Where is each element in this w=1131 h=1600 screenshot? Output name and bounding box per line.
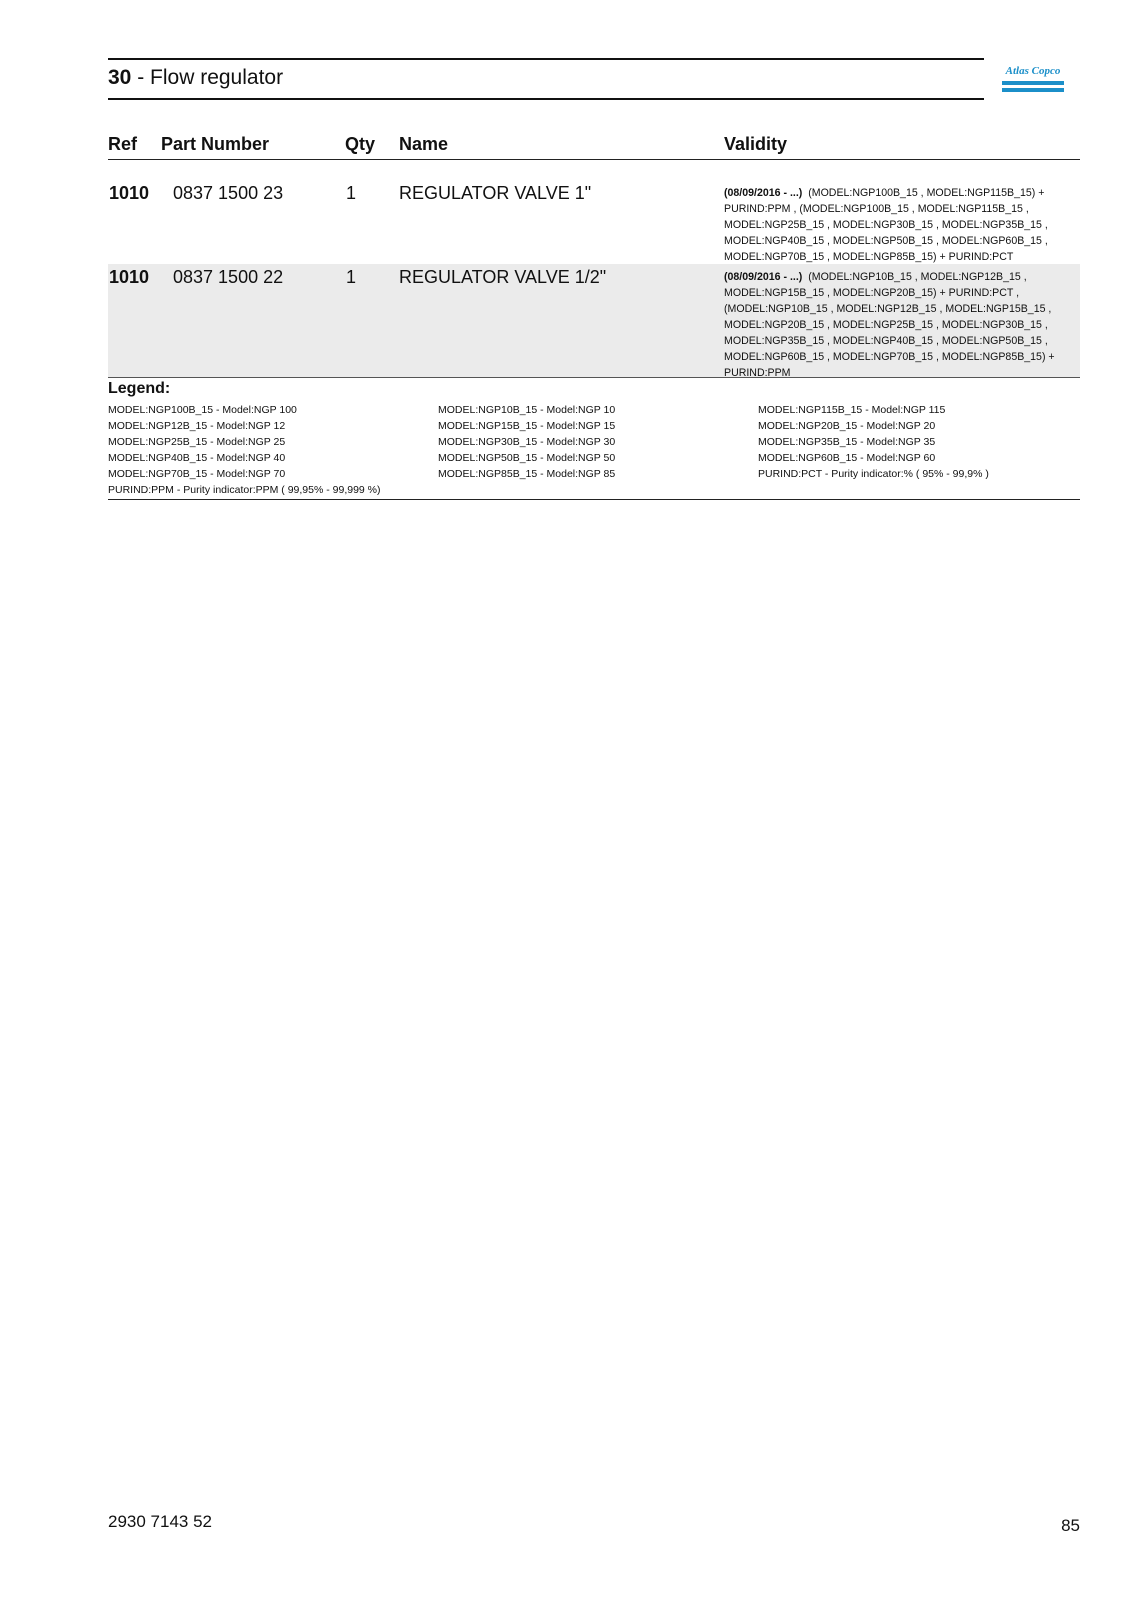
legend-item: MODEL:NGP15B_15 - Model:NGP 15 <box>438 420 616 432</box>
legend-column <box>758 402 989 482</box>
legend-item: MODEL:NGP40B_15 - Model:NGP 40 <box>108 452 286 464</box>
legend-item: MODEL:NGP30B_15 - Model:NGP 30 <box>438 436 616 448</box>
legend-item: MODEL:NGP115B_15 - Model:NGP 115 <box>758 404 946 416</box>
title-separator: - <box>131 66 151 89</box>
legend-item: PURIND:PCT - Purity indicator:% ( 95% - 99,9% ) <box>758 468 989 480</box>
legend-item: MODEL:NGP20B_15 - Model:NGP 20 <box>758 420 936 432</box>
legend <box>108 400 1080 500</box>
cell-qty: 1 <box>346 267 357 287</box>
table-row <box>108 180 1080 264</box>
cell-name: REGULATOR VALVE 1/2" <box>399 267 607 287</box>
col-header-ref: Ref <box>108 134 138 154</box>
logo-text: Atlas Copco <box>1005 65 1061 77</box>
cell-part-number: 0837 1500 22 <box>173 267 284 287</box>
table-header <box>108 132 1080 160</box>
legend-column <box>108 402 381 498</box>
legend-item: MODEL:NGP50B_15 - Model:NGP 50 <box>438 452 616 464</box>
section-title <box>108 66 283 90</box>
legend-item: MODEL:NGP25B_15 - Model:NGP 25 <box>108 436 286 448</box>
logo-bar <box>1002 81 1064 85</box>
cell-validity <box>724 269 1079 381</box>
validity-date: (08/09/2016 - ...) <box>724 187 803 199</box>
cell-qty: 1 <box>346 183 357 203</box>
legend-item: MODEL:NGP35B_15 - Model:NGP 35 <box>758 436 936 448</box>
validity-text: (MODEL:NGP10B_15 , MODEL:NGP12B_15 , MODEL:NGP15B_15 , MODEL:NGP20B_15) + PURIND:PCT , (MODEL:NGP10B_15 , MODEL:NGP12B_15 , MODEL:NGP15B_15 , MODEL:NGP20B_15 , MODEL:NGP25B_15 , MODEL:NGP30B_15 , MODEL:NGP35B_15 , MODEL:NGP40B_15 , MODEL:NGP50B_15 , MODEL:NGP60B_15 , MODEL:NGP70B_15 , MODEL:NGP85B_15) + PURIND:PPM <box>724 271 1055 379</box>
legend-item: MODEL:NGP85B_15 - Model:NGP 85 <box>438 468 616 480</box>
legend-column <box>438 402 615 482</box>
legend-title: Legend: <box>108 380 171 397</box>
legend-item: PURIND:PPM - Purity indicator:PPM ( 99,95% - 99,999 %) <box>108 484 381 496</box>
logo-bar <box>1002 88 1064 92</box>
validity-date: (08/09/2016 - ...) <box>724 271 803 283</box>
document-number: 2930 7143 52 <box>108 1512 212 1531</box>
legend-item: MODEL:NGP100B_15 - Model:NGP 100 <box>108 404 297 416</box>
col-header-name: Name <box>399 134 449 154</box>
legend-item: MODEL:NGP12B_15 - Model:NGP 12 <box>108 420 286 432</box>
page-header <box>108 58 984 100</box>
cell-name: REGULATOR VALVE 1" <box>399 183 592 203</box>
col-header-qty: Qty <box>345 134 376 154</box>
cell-part-number: 0837 1500 23 <box>173 183 284 203</box>
legend-item: MODEL:NGP70B_15 - Model:NGP 70 <box>108 468 286 480</box>
section-number: 30 <box>108 66 132 89</box>
cell-ref: 1010 <box>109 183 150 203</box>
section-name: Flow regulator <box>150 66 284 89</box>
validity-text: (MODEL:NGP100B_15 , MODEL:NGP115B_15) + PURIND:PPM , (MODEL:NGP100B_15 , MODEL:NGP115B_15 , MODEL:NGP25B_15 , MODEL:NGP30B_15 , MODEL:NGP35B_15 , MODEL:NGP40B_15 , MODEL:NGP50B_15 , MODEL:NGP60B_15 , MODEL:NGP70B_15 , MODEL:NGP85B_15) + PURIND:PCT <box>724 187 1048 263</box>
legend-item: MODEL:NGP60B_15 - Model:NGP 60 <box>758 452 936 464</box>
atlas-copco-logo <box>1002 63 1064 93</box>
page-number: 85 <box>1061 1516 1080 1535</box>
cell-ref: 1010 <box>109 267 150 287</box>
cell-validity <box>724 185 1079 265</box>
table-row <box>108 264 1080 378</box>
legend-item: MODEL:NGP10B_15 - Model:NGP 10 <box>438 404 616 416</box>
col-header-validity: Validity <box>724 134 788 154</box>
col-header-part-number: Part Number <box>161 134 270 154</box>
